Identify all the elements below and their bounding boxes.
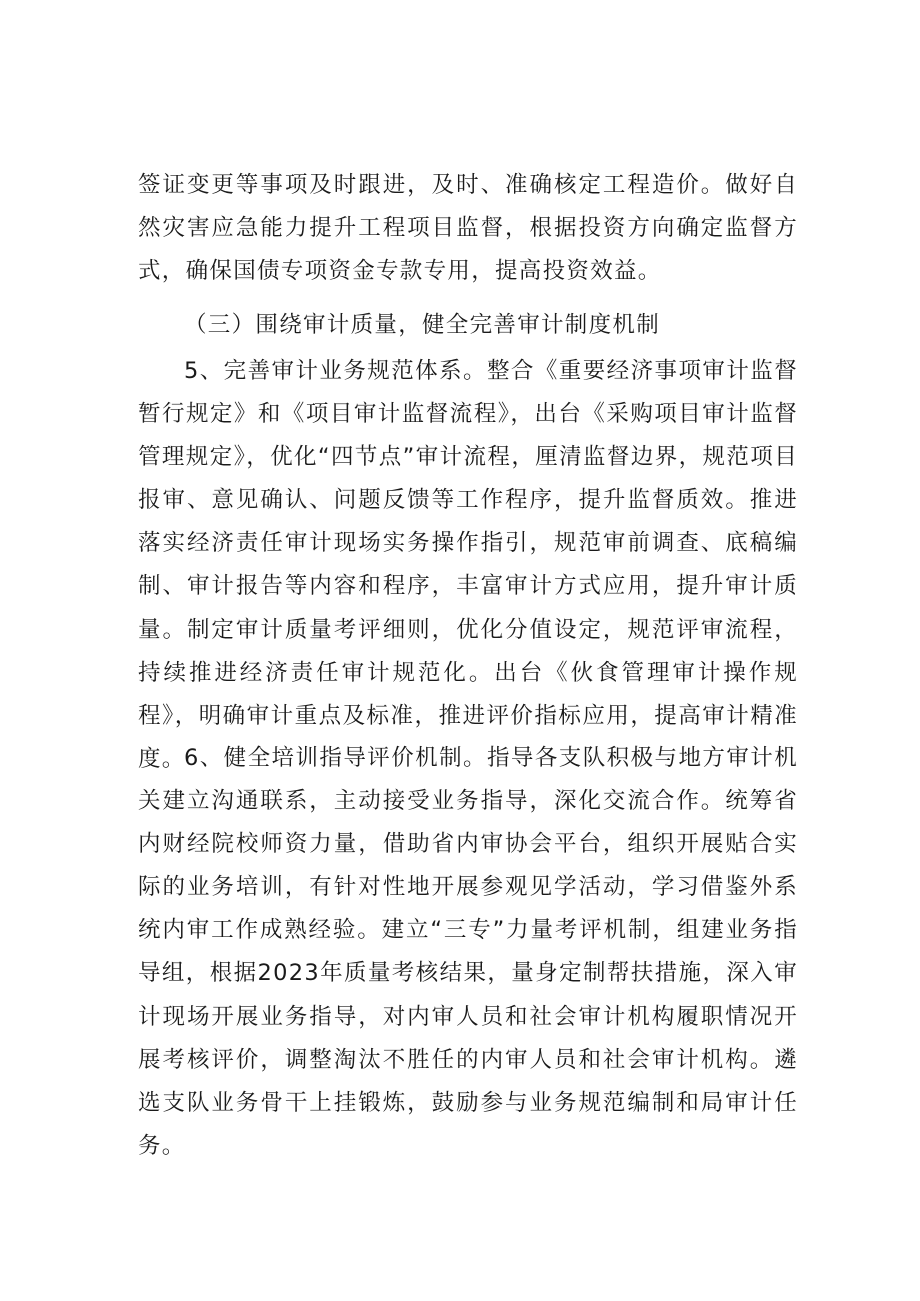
continuation-paragraph: 签证变更等事项及时跟进，及时、准确核定工程造价。做好自然灾害应急能力提升工程项目监督，根据投资方向确定监督方式，确保国债专项资金专款专用，提高投资效益。 [138, 172, 798, 285]
paragraph-item-5: 5、完善审计业务规范体系。整合《重要经济事项审计监督暂行规定》和《项目审计监督流程》，出台《采购项目审计监督管理规定》，优化“四节点”审计流程，厘清监督边界，规范项目报审、意见确认、问题反馈等工作程序，提升监督质效。推进落实经济责任审计现场实务操作指引，规范审前调查、底稿编制、审计报告等内容和程序，丰富审计方式应用，提升审计质量。制定审计质量考评细则，优化分值设定，规范评审流程，持续推进经济责任审计规范化。出台《伙食管理审计操作规程》，明确审计重点及标准，推进评价指标应用，提高审计精准度。 [138, 358, 798, 772]
paragraph-item-6: 6、健全培训指导评价机制。指导各支队积极与地方审计机关建立沟通联系，主动接受业务指导，深化交流合作。统筹省内财经院校师资力量，借助省内审协会平台，组织开展贴合实际的业务培训，有针对性地开展参观见学活动，学习借鉴外系统内审工作成熟经验。建立“三专”力量考评机制，组建业务指导组，根据2023年质量考核结果，量身定制帮扶措施，深入审计现场开展业务指导，对内审人员和社会审计机构履职情况开展考核评价，调整淘汰不胜任的内审人员和社会审计机构。遴选支队业务骨干上挂锻炼，鼓励参与业务规范编制和局审计任务。 [138, 745, 798, 1159]
section-heading: （三）围绕审计质量，健全完善审计制度机制 [184, 312, 661, 338]
